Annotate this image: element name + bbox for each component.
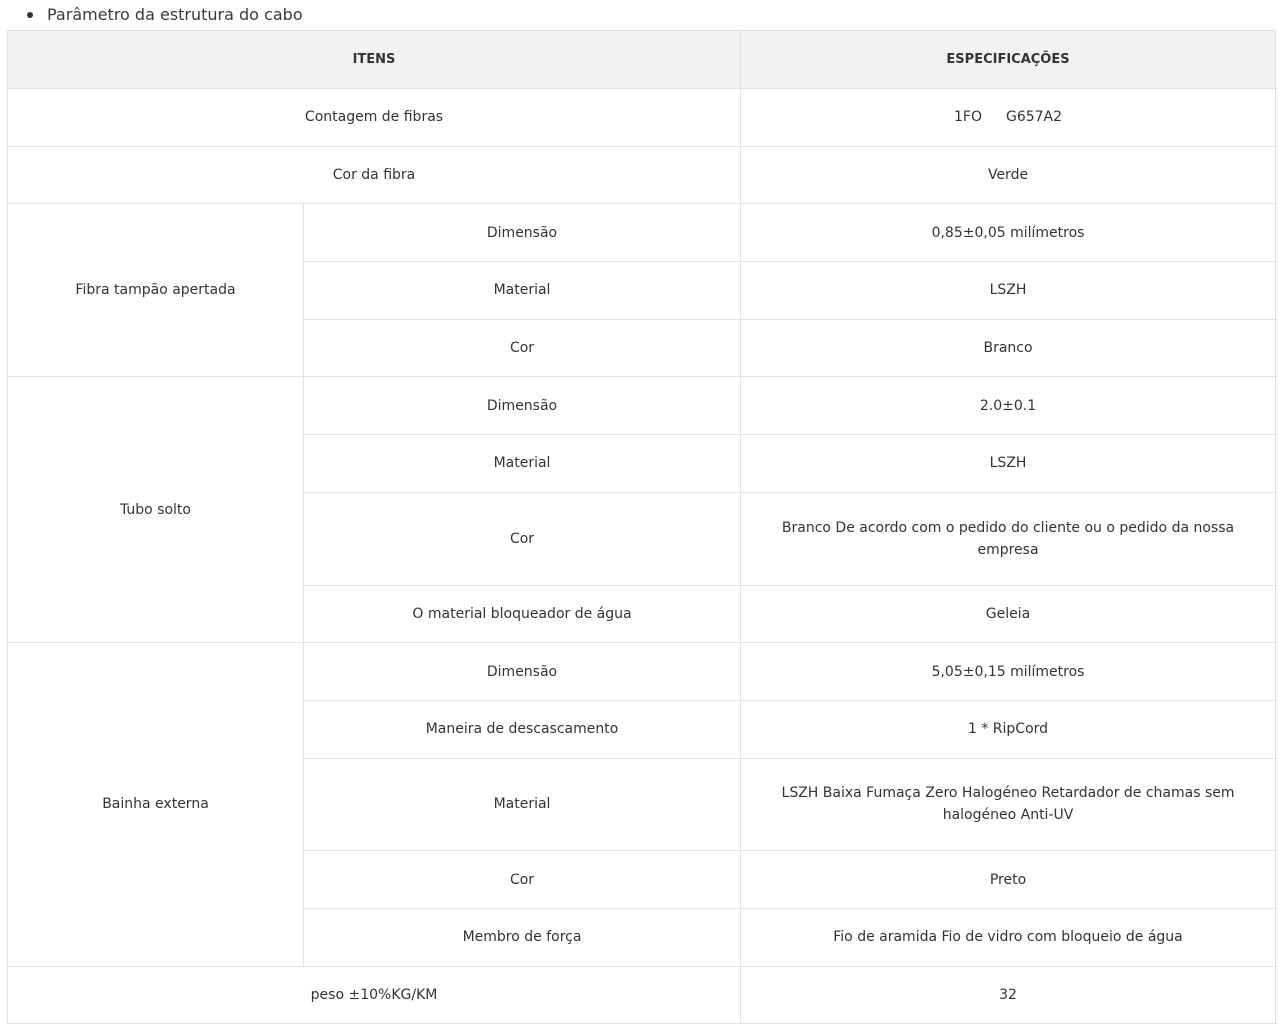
table-row (8, 377, 1276, 435)
row-value: 1 * RipCord (741, 700, 1276, 758)
fiber-count-value (741, 89, 1276, 147)
weight-value: 32 (741, 966, 1276, 1024)
bullet-icon (27, 12, 33, 18)
header-items: ITENS (8, 31, 741, 89)
loose-tube-group: Tubo solto (8, 377, 304, 643)
row-value: Preto (741, 851, 1276, 909)
tight-buffer-group: Fibra tampão apertada (8, 204, 304, 377)
cable-structure-table (7, 30, 1276, 1024)
row-label: Dimensão (304, 643, 741, 701)
row-label: O material bloqueador de água (304, 585, 741, 643)
fiber-count-value-a: 1FO (953, 109, 982, 126)
row-label: Maneira de descascamento (304, 700, 741, 758)
row-value: Geleia (741, 585, 1276, 643)
row-value: 0,85±0,05 milímetros (741, 204, 1276, 262)
row-label: Cor (304, 851, 741, 909)
row-label: Membro de força (304, 908, 741, 966)
row-label: Cor (304, 319, 741, 377)
row-label: Cor (304, 492, 741, 585)
row-value: 5,05±0,15 milímetros (741, 643, 1276, 701)
row-value: LSZH (741, 435, 1276, 493)
row-label: Material (304, 435, 741, 493)
table-row (8, 89, 1276, 147)
header-specs: ESPECIFICAÇÕES (741, 31, 1276, 89)
fiber-color-value: Verde (741, 146, 1276, 204)
fiber-color-label: Cor da fibra (8, 146, 741, 204)
weight-label: peso ±10%KG/KM (8, 966, 741, 1024)
section-title-text: Parâmetro da estrutura do cabo (47, 5, 303, 24)
row-value: 2.0±0.1 (741, 377, 1276, 435)
row-label: Dimensão (304, 204, 741, 262)
table-header-row (8, 31, 1276, 89)
section-title (27, 4, 303, 26)
table-row (8, 643, 1276, 701)
row-value: Branco (741, 319, 1276, 377)
row-value: LSZH (741, 262, 1276, 320)
row-label: Dimensão (304, 377, 741, 435)
row-label: Material (304, 262, 741, 320)
row-label: Material (304, 758, 741, 851)
table-row (8, 966, 1276, 1024)
fiber-count-value-b: G657A2 (1005, 109, 1063, 126)
row-value: LSZH Baixa Fumaça Zero Halogéneo Retardador de chamas sem halogéneo Anti-UV (741, 758, 1276, 851)
row-value: Fio de aramida Fio de vidro com bloqueio de água (741, 908, 1276, 966)
outer-sheath-group: Bainha externa (8, 643, 304, 966)
fiber-count-label: Contagem de fibras (8, 89, 741, 147)
table-row (8, 146, 1276, 204)
row-value: Branco De acordo com o pedido do cliente ou o pedido da nossa empresa (741, 492, 1276, 585)
table-row (8, 204, 1276, 262)
